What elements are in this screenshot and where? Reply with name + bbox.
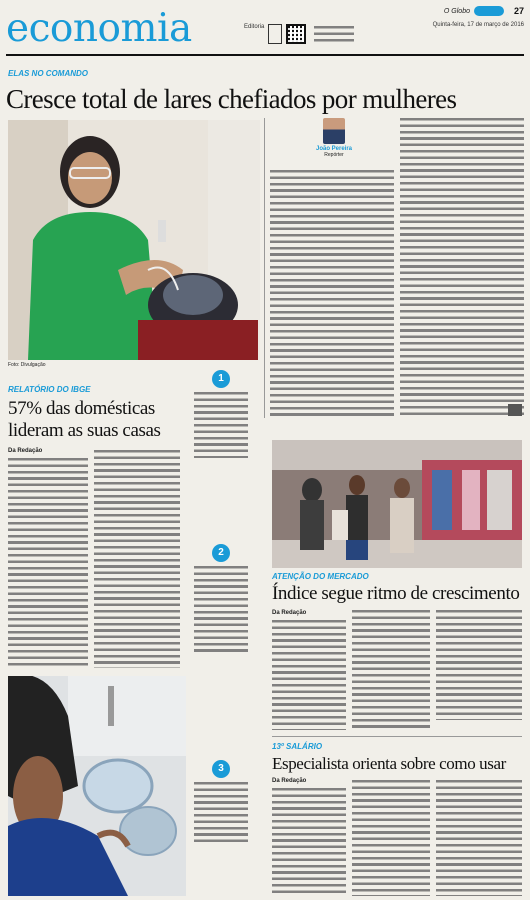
especialista-body-col-1 bbox=[272, 788, 346, 896]
columnist-name: João Pereira bbox=[315, 146, 353, 152]
phone-icon bbox=[268, 24, 282, 44]
domesticas-body-col-2 bbox=[94, 450, 180, 668]
page-number: 27 bbox=[513, 6, 524, 16]
especialista-headline: Especialista orienta sobre como usar bbox=[272, 754, 506, 773]
especialista-body-col-3 bbox=[436, 780, 522, 896]
domesticas-photo bbox=[8, 676, 186, 896]
sidebar-item-2 bbox=[194, 544, 248, 654]
especialista-body-col-2 bbox=[352, 780, 430, 896]
sidebar-badge-1: 1 bbox=[212, 370, 230, 388]
domesticas-headline: 57% das domésticas lideram as suas casas bbox=[8, 398, 161, 441]
main-headline: Cresce total de lares chefiados por mulheres bbox=[6, 84, 457, 114]
editor-label: Editoria bbox=[244, 24, 265, 30]
qr-code-icon-small bbox=[508, 404, 522, 416]
main-body-col-2 bbox=[400, 118, 524, 416]
masthead-right bbox=[392, 6, 524, 28]
section-title: economia bbox=[6, 6, 192, 51]
sidebar-item-1 bbox=[194, 370, 248, 458]
indice-headline: Índice segue ritmo de crescimento bbox=[272, 583, 520, 604]
column-divider bbox=[264, 118, 265, 418]
avatar bbox=[323, 118, 345, 144]
indice-byline: Da Redação bbox=[272, 610, 307, 616]
indice-body-col-2 bbox=[352, 610, 430, 730]
main-photo-credit: Foto: Divulgação bbox=[8, 362, 46, 368]
masthead-rule bbox=[6, 54, 524, 56]
main-photo bbox=[8, 120, 260, 360]
masthead-note bbox=[314, 26, 354, 42]
especialista-byline: Da Redação bbox=[272, 778, 307, 784]
brand-name: O Globo bbox=[443, 7, 470, 15]
dateline: Quinta-feira, 17 de março de 2016 bbox=[432, 22, 524, 28]
sidebar-badge-2: 2 bbox=[212, 544, 230, 562]
domesticas-kicker: RELATÓRIO DO IBGE bbox=[8, 385, 91, 394]
main-body-col-1 bbox=[270, 170, 394, 416]
domesticas-body-col-1 bbox=[8, 458, 88, 668]
indice-kicker: ATENÇÃO DO MERCADO bbox=[272, 572, 369, 581]
indice-body-col-1 bbox=[272, 620, 346, 730]
indice-body-col-3 bbox=[436, 610, 522, 720]
domesticas-byline: Da Redação bbox=[8, 448, 43, 454]
brand-logo-icon bbox=[474, 6, 504, 16]
sidebar-item-3 bbox=[194, 760, 248, 844]
section-divider bbox=[272, 736, 522, 737]
especialista-kicker: 13º SALÁRIO bbox=[272, 742, 323, 751]
columnist-role: Repórter bbox=[324, 152, 344, 158]
qr-code-icon bbox=[286, 24, 306, 44]
columnist bbox=[314, 118, 354, 158]
sidebar-badge-3: 3 bbox=[212, 760, 230, 778]
market-photo bbox=[272, 440, 522, 568]
main-kicker: ELAS NO COMANDO bbox=[8, 69, 88, 78]
